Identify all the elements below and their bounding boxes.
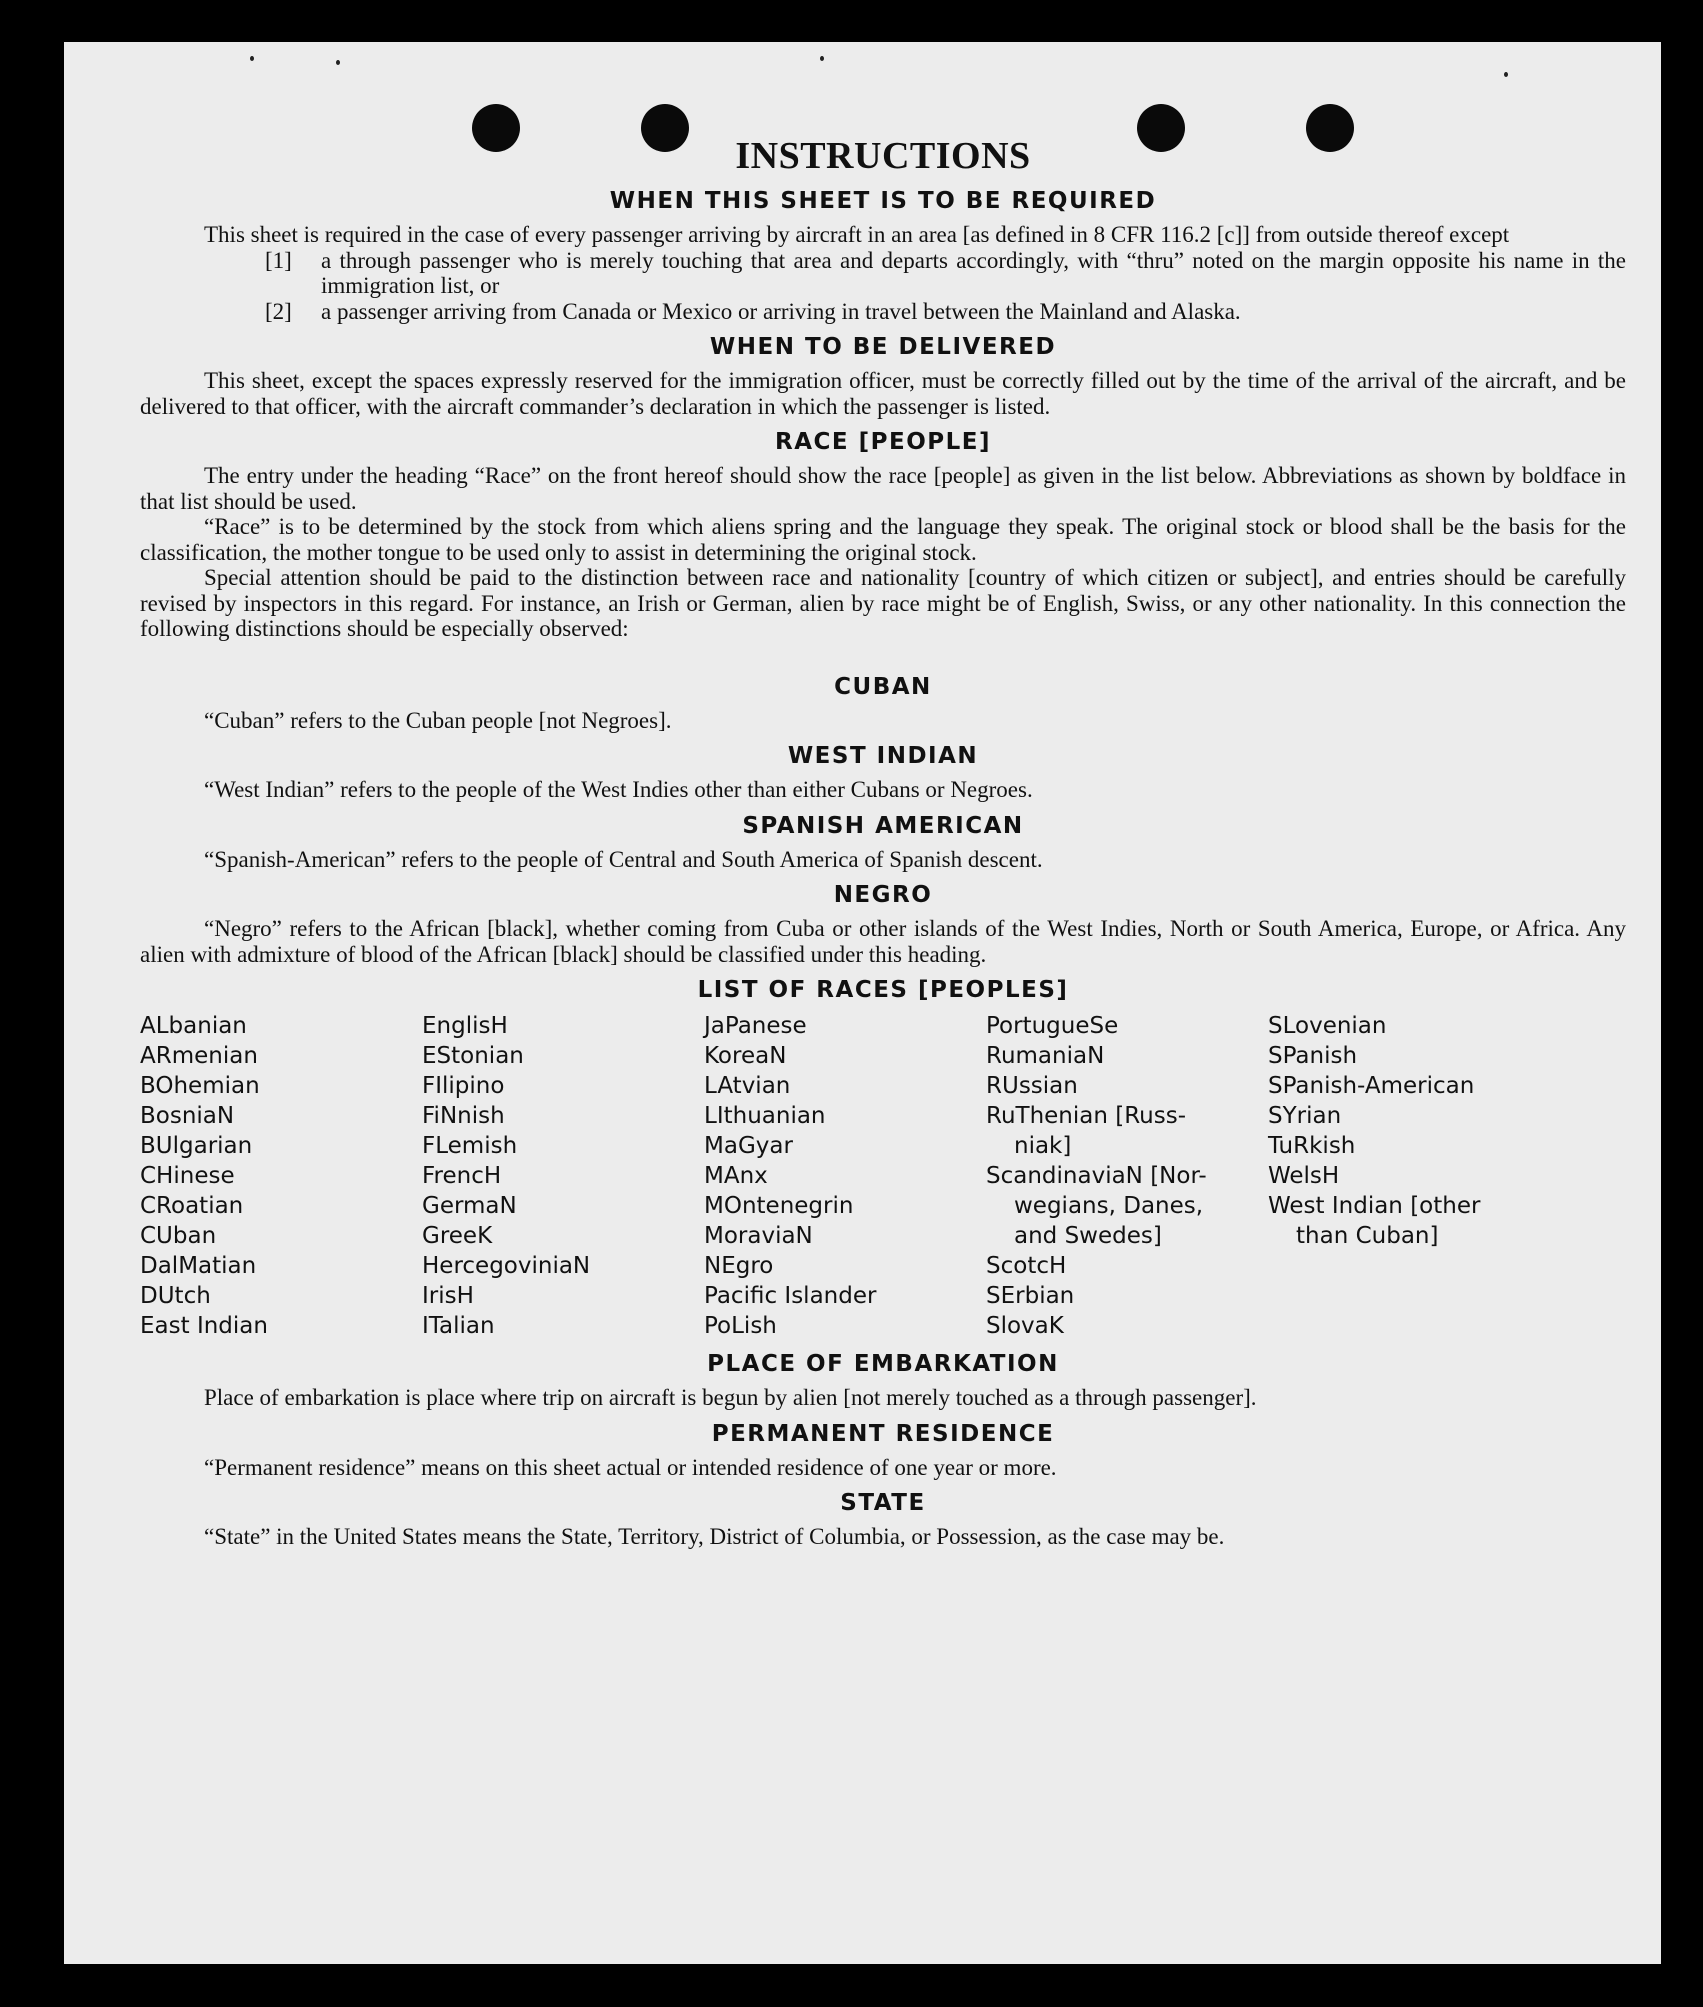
race-item: BUlgarian bbox=[140, 1133, 253, 1159]
race-item: BosniaN bbox=[140, 1103, 235, 1129]
race-item: MAnx bbox=[704, 1163, 768, 1189]
race-item: PortugueSe bbox=[986, 1013, 1119, 1039]
race-column bbox=[1268, 1011, 1550, 1341]
exception-number: [2] bbox=[265, 298, 292, 324]
race-item: ScotcH bbox=[986, 1253, 1067, 1279]
cuban-text: “Cuban” refers to the Cuban people [not Negroes]. bbox=[204, 707, 672, 733]
section-heading-cuban: CUBAN bbox=[834, 673, 932, 700]
section-heading-embarkation: PLACE OF EMBARKATION bbox=[707, 1351, 1059, 1377]
page-title: INSTRUCTIONS bbox=[735, 135, 1031, 177]
race-item: HercegoviniaN bbox=[422, 1253, 591, 1279]
section-heading-required: WHEN THIS SHEET IS TO BE REQUIRED bbox=[609, 188, 1157, 214]
race-item: GreeK bbox=[422, 1223, 493, 1249]
race-paragraph-3: Special attention should be paid to the distinction between race and nationality [country of which citizen or subject], and entries should be carefully revised by inspectors in this regard. For instance, an Irish or German, alien by race might be of English, Swiss, or any other nationality. In this connection the following distinctions should be especially observed: bbox=[140, 565, 1626, 641]
race-item: FIlipino bbox=[422, 1073, 505, 1099]
spacer bbox=[140, 642, 1626, 664]
race-item: IrisH bbox=[422, 1283, 474, 1309]
race-item: DUtch bbox=[140, 1283, 211, 1309]
section-heading-delivered: WHEN TO BE DELIVERED bbox=[709, 334, 1057, 360]
race-item: EStonian bbox=[422, 1043, 524, 1069]
race-item: SPanish-American bbox=[1268, 1073, 1475, 1099]
section-heading-race: RACE [PEOPLE] bbox=[775, 429, 991, 455]
race-item: ITalian bbox=[422, 1313, 495, 1339]
section-heading-residence: PERMANENT RESIDENCE bbox=[711, 1420, 1055, 1447]
race-item: CUban bbox=[140, 1223, 217, 1249]
race-item: SlovaK bbox=[986, 1313, 1064, 1339]
required-intro: This sheet is required in the case of every passenger arriving by aircraft in an area [as defined in 8 CFR 116.2 [c]] from outside thereof except bbox=[204, 222, 1510, 247]
race-item: GermaN bbox=[422, 1193, 517, 1219]
race-item: SYrian bbox=[1268, 1103, 1342, 1129]
exception-item bbox=[265, 299, 1626, 325]
race-item: RUssian bbox=[986, 1073, 1078, 1099]
race-list bbox=[140, 1011, 1626, 1341]
race-item: LIthuanian bbox=[704, 1103, 826, 1129]
race-item: FiNnish bbox=[422, 1103, 505, 1129]
exception-text: a through passenger who is merely touching that area and departs accordingly, with “thru” noted on the margin opposite his name in the immigration list, or bbox=[321, 247, 1626, 298]
race-item: ALbanian bbox=[140, 1013, 247, 1039]
embarkation-text: Place of embarkation is place where trip on aircraft is begun by alien [not merely touched as a through passenger]. bbox=[204, 1385, 1257, 1410]
race-column bbox=[986, 1011, 1268, 1341]
exception-number: [1] bbox=[265, 247, 292, 273]
race-paragraph-1: The entry under the heading “Race” on the front hereof should show the race [people] as given in the list below. Abbreviations as shown by boldface in that list should be used. bbox=[140, 463, 1626, 514]
exception-text: a passenger arriving from Canada or Mexico or arriving in travel between the Mainland and Alaska. bbox=[321, 298, 1241, 324]
race-item: ScandinaviaN [Nor- bbox=[986, 1163, 1207, 1189]
speck bbox=[336, 60, 340, 65]
race-item-continuation: and Swedes] bbox=[1014, 1223, 1162, 1249]
race-item: FrencH bbox=[422, 1163, 502, 1189]
race-paragraph-2: “Race” is to be determined by the stock from which aliens spring and the language they speak. The original stock or blood shall be the basis for the classification, the mother tongue to be used only to assist in determining the original stock. bbox=[140, 514, 1626, 565]
race-item: MaGyar bbox=[704, 1133, 793, 1159]
race-item-continuation: wegians, Danes, bbox=[1014, 1193, 1204, 1219]
delivered-text: This sheet, except the spaces expressly reserved for the immigration officer, must be correctly filled out by the time of the arrival of the aircraft, and be delivered to that officer, with the aircraft commander’s declaration in which the passenger is listed. bbox=[140, 368, 1626, 419]
race-item: SErbian bbox=[986, 1283, 1075, 1309]
residence-text: “Permanent residence” means on this sheet actual or intended residence of one year or more. bbox=[204, 1454, 1057, 1480]
section-heading-west-indian: WEST INDIAN bbox=[787, 743, 979, 769]
speck bbox=[820, 56, 824, 61]
negro-text: “Negro” refers to the African [black], whether coming from Cuba or other islands of the West Indies, North or South America, Europe, or Africa. Any alien with admixture of blood of the African [black] should be classified under this heading. bbox=[140, 916, 1626, 967]
race-item: CRoatian bbox=[140, 1193, 244, 1219]
section-heading-list: LIST OF RACES [PEOPLES] bbox=[697, 977, 1069, 1003]
section-heading-negro: NEGRO bbox=[833, 882, 933, 908]
speck bbox=[250, 56, 254, 61]
exception-item bbox=[265, 248, 1626, 299]
race-column bbox=[140, 1011, 422, 1341]
document-page bbox=[64, 42, 1661, 1964]
race-column bbox=[422, 1011, 704, 1341]
spanish-american-text: “Spanish-American” refers to the people of Central and South America of Spanish descent. bbox=[204, 846, 1043, 872]
race-item: FLemish bbox=[422, 1133, 518, 1159]
section-heading-state: STATE bbox=[840, 1490, 926, 1516]
race-item: PoLish bbox=[704, 1313, 777, 1339]
race-item: MOntenegrin bbox=[704, 1193, 854, 1219]
race-item: DalMatian bbox=[140, 1253, 257, 1279]
race-item-continuation: niak] bbox=[1014, 1133, 1072, 1159]
race-item: EnglisH bbox=[422, 1013, 508, 1039]
race-item: West Indian [other bbox=[1268, 1193, 1481, 1219]
race-item: BOhemian bbox=[140, 1073, 260, 1099]
race-item: SPanish bbox=[1268, 1043, 1358, 1069]
speck bbox=[1504, 72, 1508, 77]
race-item: SLovenian bbox=[1268, 1013, 1387, 1039]
race-item: KoreaN bbox=[704, 1043, 787, 1069]
race-column bbox=[704, 1011, 986, 1341]
race-item: WelsH bbox=[1268, 1163, 1340, 1189]
race-item: ARmenian bbox=[140, 1043, 258, 1069]
section-heading-spanish-american: SPANISH AMERICAN bbox=[742, 812, 1024, 839]
race-item: NEgro bbox=[704, 1253, 774, 1279]
instructions-content bbox=[140, 134, 1626, 1550]
race-item: RumaniaN bbox=[986, 1043, 1105, 1069]
race-item: East Indian bbox=[140, 1313, 268, 1339]
race-item: MoraviaN bbox=[704, 1223, 813, 1249]
race-item: LAtvian bbox=[704, 1073, 791, 1099]
race-item: RuThenian [Russ- bbox=[986, 1103, 1187, 1129]
state-text: “State” in the United States means the State, Territory, District of Columbia, or Possession, as the case may be. bbox=[204, 1524, 1225, 1549]
race-item: JaPanese bbox=[704, 1013, 807, 1039]
race-item: TuRkish bbox=[1268, 1133, 1356, 1159]
race-item: CHinese bbox=[140, 1163, 235, 1189]
west-indian-text: “West Indian” refers to the people of the West Indies other than either Cubans or Negroes. bbox=[204, 777, 1033, 802]
race-item: Pacific Islander bbox=[704, 1283, 877, 1309]
race-item-continuation: than Cuban] bbox=[1296, 1223, 1439, 1249]
